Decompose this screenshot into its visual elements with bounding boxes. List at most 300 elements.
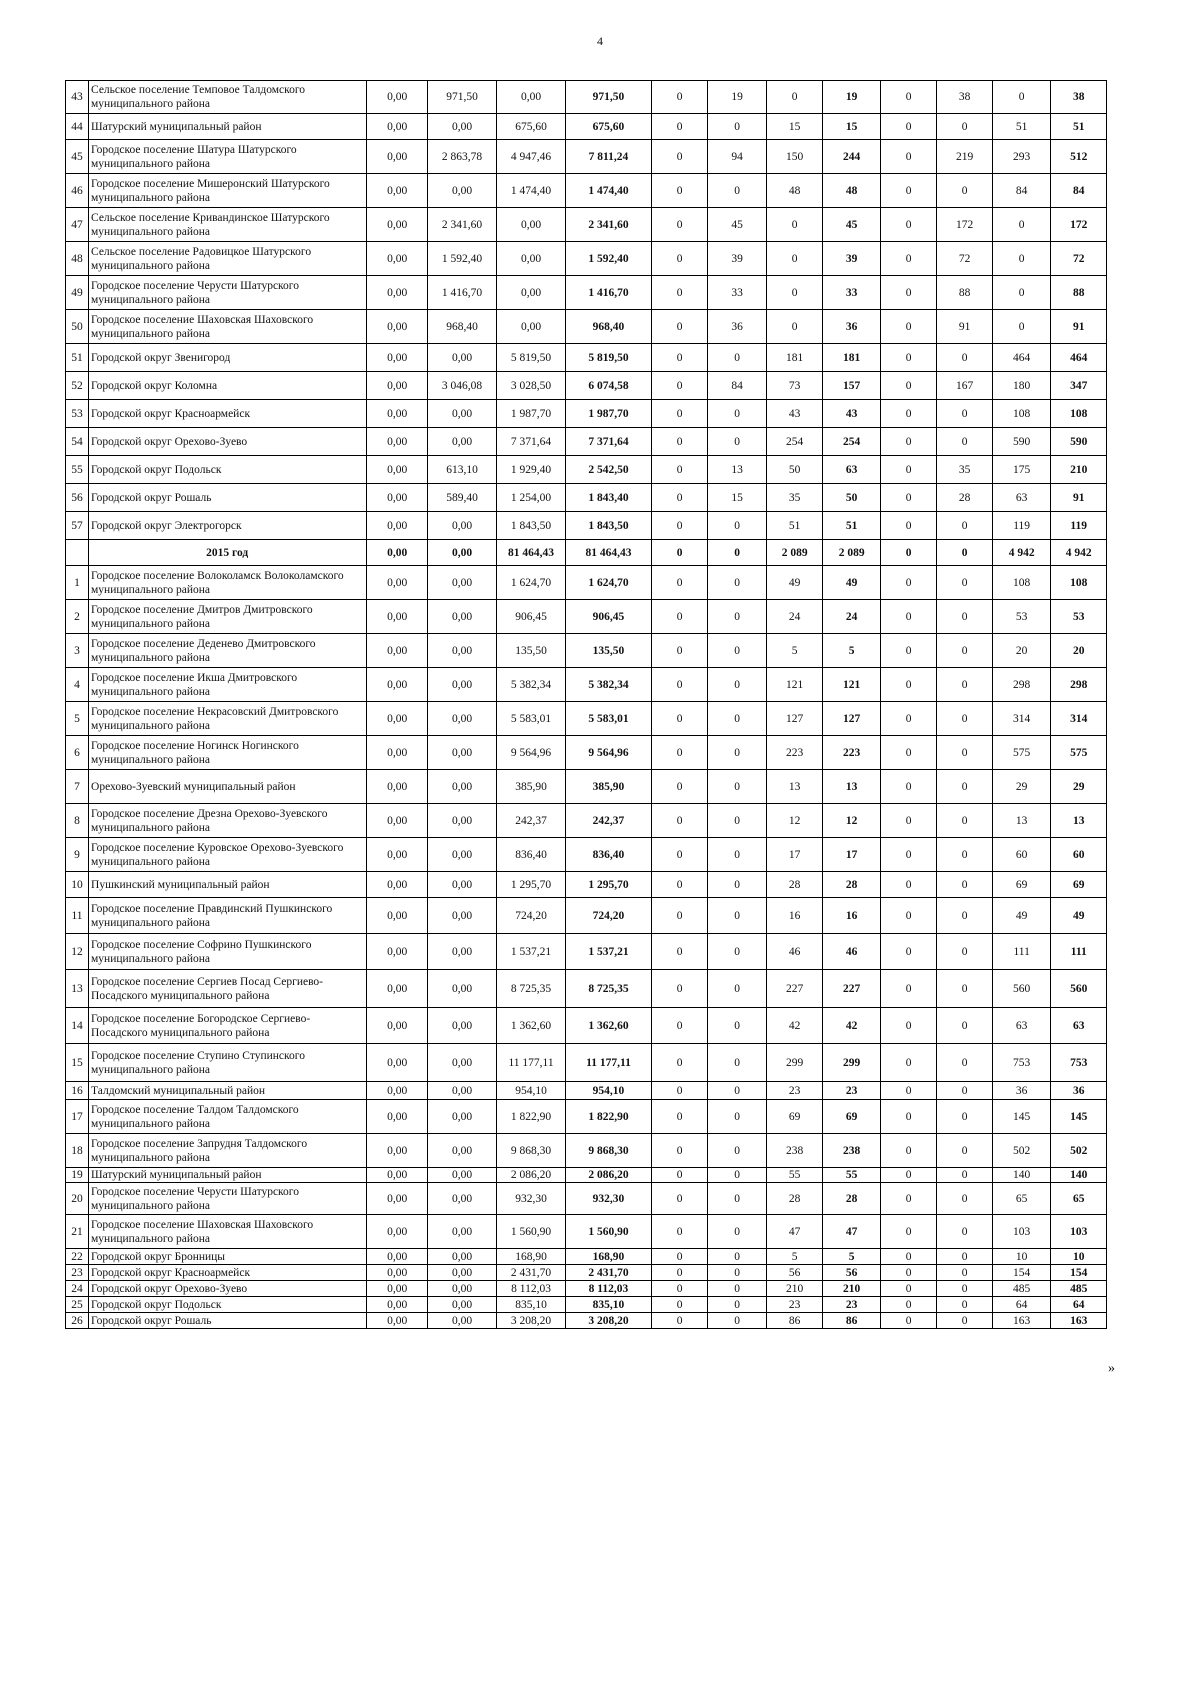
value-cell: 0 — [880, 372, 936, 400]
value-cell: 2 431,70 — [497, 1265, 566, 1281]
value-cell: 0,00 — [367, 484, 428, 512]
value-cell: 0 — [651, 484, 707, 512]
row-number: 10 — [66, 872, 89, 898]
row-number: 54 — [66, 428, 89, 456]
table-row — [66, 566, 1107, 600]
value-cell: 154 — [1051, 1265, 1107, 1281]
value-cell: 0 — [708, 566, 767, 600]
municipality-name: Городское поселение Правдинский Пушкинского муниципального района — [89, 898, 367, 934]
value-cell: 0 — [937, 804, 992, 838]
value-cell: 51 — [1051, 114, 1107, 140]
value-cell: 0 — [937, 400, 992, 428]
value-cell: 64 — [992, 1297, 1051, 1313]
value-cell: 4 942 — [992, 540, 1051, 566]
value-cell: 163 — [1051, 1313, 1107, 1329]
value-cell: 0 — [708, 1313, 767, 1329]
value-cell: 5 382,34 — [497, 668, 566, 702]
value-cell: 91 — [1051, 484, 1107, 512]
value-cell: 9 868,30 — [566, 1134, 652, 1168]
value-cell: 0 — [937, 344, 992, 372]
value-cell: 181 — [766, 344, 822, 372]
municipality-name: Талдомский муниципальный район — [89, 1082, 367, 1100]
value-cell: 5 819,50 — [566, 344, 652, 372]
value-cell: 724,20 — [497, 898, 566, 934]
value-cell: 0,00 — [427, 540, 496, 566]
value-cell: 932,30 — [566, 1183, 652, 1215]
value-cell: 0,00 — [427, 1281, 496, 1297]
value-cell: 4 942 — [1051, 540, 1107, 566]
municipality-name: Городское поселение Дмитров Дмитровского муниципального района — [89, 600, 367, 634]
value-cell: 0 — [708, 174, 767, 208]
value-cell: 0,00 — [367, 970, 428, 1008]
row-number: 48 — [66, 242, 89, 276]
municipality-name: 2015 год — [89, 540, 367, 566]
value-cell: 73 — [766, 372, 822, 400]
value-cell: 8 725,35 — [566, 970, 652, 1008]
value-cell: 210 — [766, 1281, 822, 1297]
year-subtotal-row — [66, 540, 1107, 566]
value-cell: 0 — [880, 1297, 936, 1313]
value-cell: 56 — [823, 1265, 881, 1281]
municipality-name: Городское поселение Дрезна Орехово-Зуевского муниципального района — [89, 804, 367, 838]
value-cell: 24 — [766, 600, 822, 634]
value-cell: 39 — [708, 242, 767, 276]
value-cell: 64 — [1051, 1297, 1107, 1313]
value-cell: 28 — [766, 1183, 822, 1215]
value-cell: 0 — [937, 898, 992, 934]
value-cell: 0 — [937, 540, 992, 566]
value-cell: 0,00 — [367, 428, 428, 456]
value-cell: 1 416,70 — [427, 276, 496, 310]
value-cell: 46 — [766, 934, 822, 970]
value-cell: 0 — [880, 428, 936, 456]
table-row — [66, 600, 1107, 634]
value-cell: 16 — [823, 898, 881, 934]
value-cell: 0,00 — [367, 770, 428, 804]
value-cell: 108 — [992, 566, 1051, 600]
value-cell: 0 — [651, 456, 707, 484]
table-row — [66, 1265, 1107, 1281]
value-cell: 0 — [651, 934, 707, 970]
value-cell: 23 — [766, 1082, 822, 1100]
value-cell: 0,00 — [367, 1168, 428, 1183]
value-cell: 590 — [1051, 428, 1107, 456]
municipality-name: Городской округ Красноармейск — [89, 400, 367, 428]
value-cell: 0 — [937, 1183, 992, 1215]
value-cell: 1 929,40 — [497, 456, 566, 484]
value-cell: 0 — [880, 1265, 936, 1281]
value-cell: 0 — [880, 1082, 936, 1100]
value-cell: 8 112,03 — [497, 1281, 566, 1297]
value-cell: 9 564,96 — [497, 736, 566, 770]
value-cell: 0 — [937, 600, 992, 634]
value-cell: 0 — [651, 970, 707, 1008]
value-cell: 0 — [708, 400, 767, 428]
value-cell: 86 — [823, 1313, 881, 1329]
value-cell: 5 819,50 — [497, 344, 566, 372]
value-cell: 91 — [1051, 310, 1107, 344]
value-cell: 0,00 — [427, 512, 496, 540]
row-number: 12 — [66, 934, 89, 970]
value-cell: 33 — [708, 276, 767, 310]
municipality-name: Городское поселение Мишеронский Шатурского муниципального района — [89, 174, 367, 208]
value-cell: 0 — [880, 1134, 936, 1168]
municipality-name: Городское поселение Черусти Шатурского муниципального района — [89, 276, 367, 310]
value-cell: 613,10 — [427, 456, 496, 484]
value-cell: 0,00 — [497, 81, 566, 114]
table-row — [66, 970, 1107, 1008]
value-cell: 43 — [823, 400, 881, 428]
value-cell: 0 — [651, 372, 707, 400]
value-cell: 1 592,40 — [566, 242, 652, 276]
value-cell: 0 — [708, 114, 767, 140]
value-cell: 0 — [880, 1044, 936, 1082]
value-cell: 0 — [651, 898, 707, 934]
municipality-name: Городской округ Электрогорск — [89, 512, 367, 540]
value-cell: 10 — [1051, 1249, 1107, 1265]
value-cell: 971,50 — [427, 81, 496, 114]
value-cell: 9 868,30 — [497, 1134, 566, 1168]
value-cell: 0,00 — [367, 934, 428, 970]
value-cell: 111 — [992, 934, 1051, 970]
row-number: 53 — [66, 400, 89, 428]
closing-quote: » — [1108, 1361, 1115, 1376]
value-cell: 0,00 — [367, 1297, 428, 1313]
value-cell: 0,00 — [427, 344, 496, 372]
resettlement-table — [65, 80, 1107, 1329]
value-cell: 0,00 — [367, 344, 428, 372]
value-cell: 0,00 — [367, 1100, 428, 1134]
value-cell: 1 624,70 — [497, 566, 566, 600]
value-cell: 33 — [823, 276, 881, 310]
value-cell: 0,00 — [497, 208, 566, 242]
value-cell: 0 — [937, 1265, 992, 1281]
value-cell: 72 — [937, 242, 992, 276]
value-cell: 0,00 — [367, 838, 428, 872]
value-cell: 2 431,70 — [566, 1265, 652, 1281]
value-cell: 121 — [823, 668, 881, 702]
value-cell: 0,00 — [427, 174, 496, 208]
row-number: 44 — [66, 114, 89, 140]
value-cell: 512 — [1051, 140, 1107, 174]
municipality-name: Городское поселение Деденево Дмитровского муниципального района — [89, 634, 367, 668]
value-cell: 254 — [766, 428, 822, 456]
value-cell: 906,45 — [566, 600, 652, 634]
value-cell: 0 — [937, 1313, 992, 1329]
value-cell: 0,00 — [427, 428, 496, 456]
municipality-name: Городской округ Звенигород — [89, 344, 367, 372]
municipality-name: Шатурский муниципальный район — [89, 1168, 367, 1183]
table-row — [66, 736, 1107, 770]
municipality-name: Городской округ Подольск — [89, 1297, 367, 1313]
value-cell: 0 — [708, 970, 767, 1008]
value-cell: 0 — [651, 1100, 707, 1134]
row-number: 14 — [66, 1008, 89, 1044]
value-cell: 10 — [992, 1249, 1051, 1265]
value-cell: 0 — [880, 276, 936, 310]
value-cell: 0 — [880, 540, 936, 566]
value-cell: 23 — [823, 1082, 881, 1100]
value-cell: 0 — [937, 770, 992, 804]
table-row — [66, 770, 1107, 804]
value-cell: 0 — [651, 1168, 707, 1183]
value-cell: 0 — [937, 934, 992, 970]
value-cell: 932,30 — [497, 1183, 566, 1215]
row-number: 18 — [66, 1134, 89, 1168]
table-row — [66, 804, 1107, 838]
value-cell: 47 — [823, 1215, 881, 1249]
value-cell: 13 — [1051, 804, 1107, 838]
value-cell: 119 — [1051, 512, 1107, 540]
value-cell: 181 — [823, 344, 881, 372]
value-cell: 0 — [708, 1100, 767, 1134]
value-cell: 0 — [708, 1281, 767, 1297]
municipality-name: Городское поселение Некрасовский Дмитровского муниципального района — [89, 702, 367, 736]
value-cell: 0 — [708, 872, 767, 898]
value-cell: 0,00 — [367, 1215, 428, 1249]
table-row — [66, 81, 1107, 114]
value-cell: 172 — [937, 208, 992, 242]
value-cell: 0,00 — [367, 1183, 428, 1215]
row-number — [66, 540, 89, 566]
value-cell: 560 — [1051, 970, 1107, 1008]
value-cell: 0 — [937, 114, 992, 140]
value-cell: 0 — [880, 1168, 936, 1183]
table-row — [66, 1297, 1107, 1313]
value-cell: 145 — [1051, 1100, 1107, 1134]
value-cell: 0 — [651, 1313, 707, 1329]
value-cell: 0 — [651, 428, 707, 456]
value-cell: 0 — [880, 600, 936, 634]
value-cell: 314 — [1051, 702, 1107, 736]
value-cell: 0 — [651, 1215, 707, 1249]
value-cell: 29 — [1051, 770, 1107, 804]
value-cell: 150 — [766, 140, 822, 174]
value-cell: 1 624,70 — [566, 566, 652, 600]
value-cell: 575 — [1051, 736, 1107, 770]
value-cell: 0 — [651, 1082, 707, 1100]
municipality-name: Городское поселение Шаховская Шаховского муниципального района — [89, 1215, 367, 1249]
value-cell: 0,00 — [427, 1100, 496, 1134]
value-cell: 485 — [992, 1281, 1051, 1297]
row-number: 13 — [66, 970, 89, 1008]
value-cell: 0 — [880, 310, 936, 344]
value-cell: 5 583,01 — [566, 702, 652, 736]
table-row — [66, 140, 1107, 174]
value-cell: 1 416,70 — [566, 276, 652, 310]
table-row — [66, 242, 1107, 276]
value-cell: 36 — [992, 1082, 1051, 1100]
value-cell: 2 341,60 — [566, 208, 652, 242]
value-cell: 88 — [937, 276, 992, 310]
value-cell: 0 — [937, 428, 992, 456]
value-cell: 1 592,40 — [427, 242, 496, 276]
value-cell: 227 — [766, 970, 822, 1008]
value-cell: 0 — [880, 702, 936, 736]
value-cell: 299 — [823, 1044, 881, 1082]
municipality-name: Городское поселение Ногинск Ногинского муниципального района — [89, 736, 367, 770]
value-cell: 135,50 — [566, 634, 652, 668]
value-cell: 0,00 — [367, 512, 428, 540]
value-cell: 1 822,90 — [497, 1100, 566, 1134]
row-number: 43 — [66, 81, 89, 114]
value-cell: 0 — [937, 1134, 992, 1168]
value-cell: 0 — [937, 566, 992, 600]
value-cell: 724,20 — [566, 898, 652, 934]
row-number: 3 — [66, 634, 89, 668]
row-number: 52 — [66, 372, 89, 400]
value-cell: 0,00 — [367, 456, 428, 484]
value-cell: 0 — [766, 310, 822, 344]
value-cell: 835,10 — [497, 1297, 566, 1313]
value-cell: 0 — [651, 1297, 707, 1313]
value-cell: 1 560,90 — [566, 1215, 652, 1249]
value-cell: 0 — [651, 114, 707, 140]
value-cell: 0 — [708, 344, 767, 372]
value-cell: 108 — [1051, 400, 1107, 428]
value-cell: 23 — [766, 1297, 822, 1313]
value-cell: 6 074,58 — [566, 372, 652, 400]
value-cell: 0 — [651, 804, 707, 838]
value-cell: 38 — [937, 81, 992, 114]
table-row — [66, 668, 1107, 702]
value-cell: 0,00 — [427, 1265, 496, 1281]
value-cell: 0,00 — [367, 600, 428, 634]
value-cell: 111 — [1051, 934, 1107, 970]
value-cell: 0 — [651, 1183, 707, 1215]
value-cell: 36 — [823, 310, 881, 344]
value-cell: 0 — [708, 1265, 767, 1281]
value-cell: 81 464,43 — [497, 540, 566, 566]
value-cell: 0 — [937, 174, 992, 208]
value-cell: 675,60 — [566, 114, 652, 140]
row-number: 17 — [66, 1100, 89, 1134]
value-cell: 5 — [766, 1249, 822, 1265]
value-cell: 1 474,40 — [497, 174, 566, 208]
value-cell: 0 — [651, 600, 707, 634]
value-cell: 69 — [823, 1100, 881, 1134]
table-row — [66, 1215, 1107, 1249]
value-cell: 0,00 — [367, 1044, 428, 1082]
value-cell: 0 — [651, 1249, 707, 1265]
value-cell: 29 — [992, 770, 1051, 804]
value-cell: 55 — [766, 1168, 822, 1183]
value-cell: 0 — [708, 1249, 767, 1265]
value-cell: 0 — [651, 140, 707, 174]
value-cell: 0,00 — [367, 540, 428, 566]
value-cell: 51 — [766, 512, 822, 540]
table-row — [66, 1183, 1107, 1215]
table-row — [66, 114, 1107, 140]
value-cell: 0 — [880, 81, 936, 114]
municipality-name: Городское поселение Шаховская Шаховского муниципального района — [89, 310, 367, 344]
value-cell: 0,00 — [427, 770, 496, 804]
value-cell: 45 — [823, 208, 881, 242]
value-cell: 0,00 — [367, 702, 428, 736]
value-cell: 210 — [1051, 456, 1107, 484]
value-cell: 1 843,50 — [566, 512, 652, 540]
value-cell: 1 537,21 — [497, 934, 566, 970]
row-number: 8 — [66, 804, 89, 838]
value-cell: 168,90 — [497, 1249, 566, 1265]
value-cell: 0,00 — [427, 1215, 496, 1249]
value-cell: 227 — [823, 970, 881, 1008]
value-cell: 13 — [992, 804, 1051, 838]
value-cell: 0 — [651, 540, 707, 566]
value-cell: 13 — [823, 770, 881, 804]
page-number: 4 — [597, 34, 603, 48]
value-cell: 69 — [992, 872, 1051, 898]
value-cell: 35 — [937, 456, 992, 484]
value-cell: 0,00 — [497, 310, 566, 344]
table-row — [66, 428, 1107, 456]
value-cell: 55 — [823, 1168, 881, 1183]
municipality-name: Городской округ Коломна — [89, 372, 367, 400]
value-cell: 0 — [937, 634, 992, 668]
value-cell: 464 — [1051, 344, 1107, 372]
value-cell: 2 089 — [823, 540, 881, 566]
value-cell: 954,10 — [566, 1082, 652, 1100]
value-cell: 0 — [651, 344, 707, 372]
value-cell: 0,00 — [367, 1082, 428, 1100]
value-cell: 36 — [708, 310, 767, 344]
value-cell: 753 — [992, 1044, 1051, 1082]
value-cell: 0,00 — [367, 1249, 428, 1265]
value-cell: 8 112,03 — [566, 1281, 652, 1297]
value-cell: 0,00 — [367, 114, 428, 140]
value-cell: 163 — [992, 1313, 1051, 1329]
value-cell: 157 — [823, 372, 881, 400]
value-cell: 968,40 — [566, 310, 652, 344]
value-cell: 0,00 — [367, 1281, 428, 1297]
value-cell: 0 — [708, 1297, 767, 1313]
value-cell: 0 — [708, 1168, 767, 1183]
value-cell: 1 295,70 — [497, 872, 566, 898]
value-cell: 836,40 — [497, 838, 566, 872]
value-cell: 1 987,70 — [497, 400, 566, 428]
value-cell: 0 — [992, 242, 1051, 276]
value-cell: 3 028,50 — [497, 372, 566, 400]
value-cell: 0 — [880, 1215, 936, 1249]
value-cell: 0 — [708, 736, 767, 770]
value-cell: 0,00 — [367, 566, 428, 600]
row-number: 23 — [66, 1265, 89, 1281]
table-row — [66, 898, 1107, 934]
value-cell: 0 — [937, 1008, 992, 1044]
value-cell: 0 — [937, 970, 992, 1008]
value-cell: 42 — [766, 1008, 822, 1044]
value-cell: 2 089 — [766, 540, 822, 566]
value-cell: 0,00 — [367, 634, 428, 668]
value-cell: 0 — [937, 1044, 992, 1082]
value-cell: 0 — [880, 934, 936, 970]
value-cell: 65 — [1051, 1183, 1107, 1215]
value-cell: 0 — [880, 1100, 936, 1134]
table-row — [66, 838, 1107, 872]
value-cell: 35 — [766, 484, 822, 512]
value-cell: 12 — [823, 804, 881, 838]
value-cell: 127 — [823, 702, 881, 736]
value-cell: 385,90 — [497, 770, 566, 804]
value-cell: 0 — [651, 1134, 707, 1168]
value-cell: 0 — [880, 1281, 936, 1297]
table-row — [66, 1008, 1107, 1044]
value-cell: 180 — [992, 372, 1051, 400]
value-cell: 968,40 — [427, 310, 496, 344]
value-cell: 72 — [1051, 242, 1107, 276]
value-cell: 0 — [880, 872, 936, 898]
value-cell: 60 — [1051, 838, 1107, 872]
